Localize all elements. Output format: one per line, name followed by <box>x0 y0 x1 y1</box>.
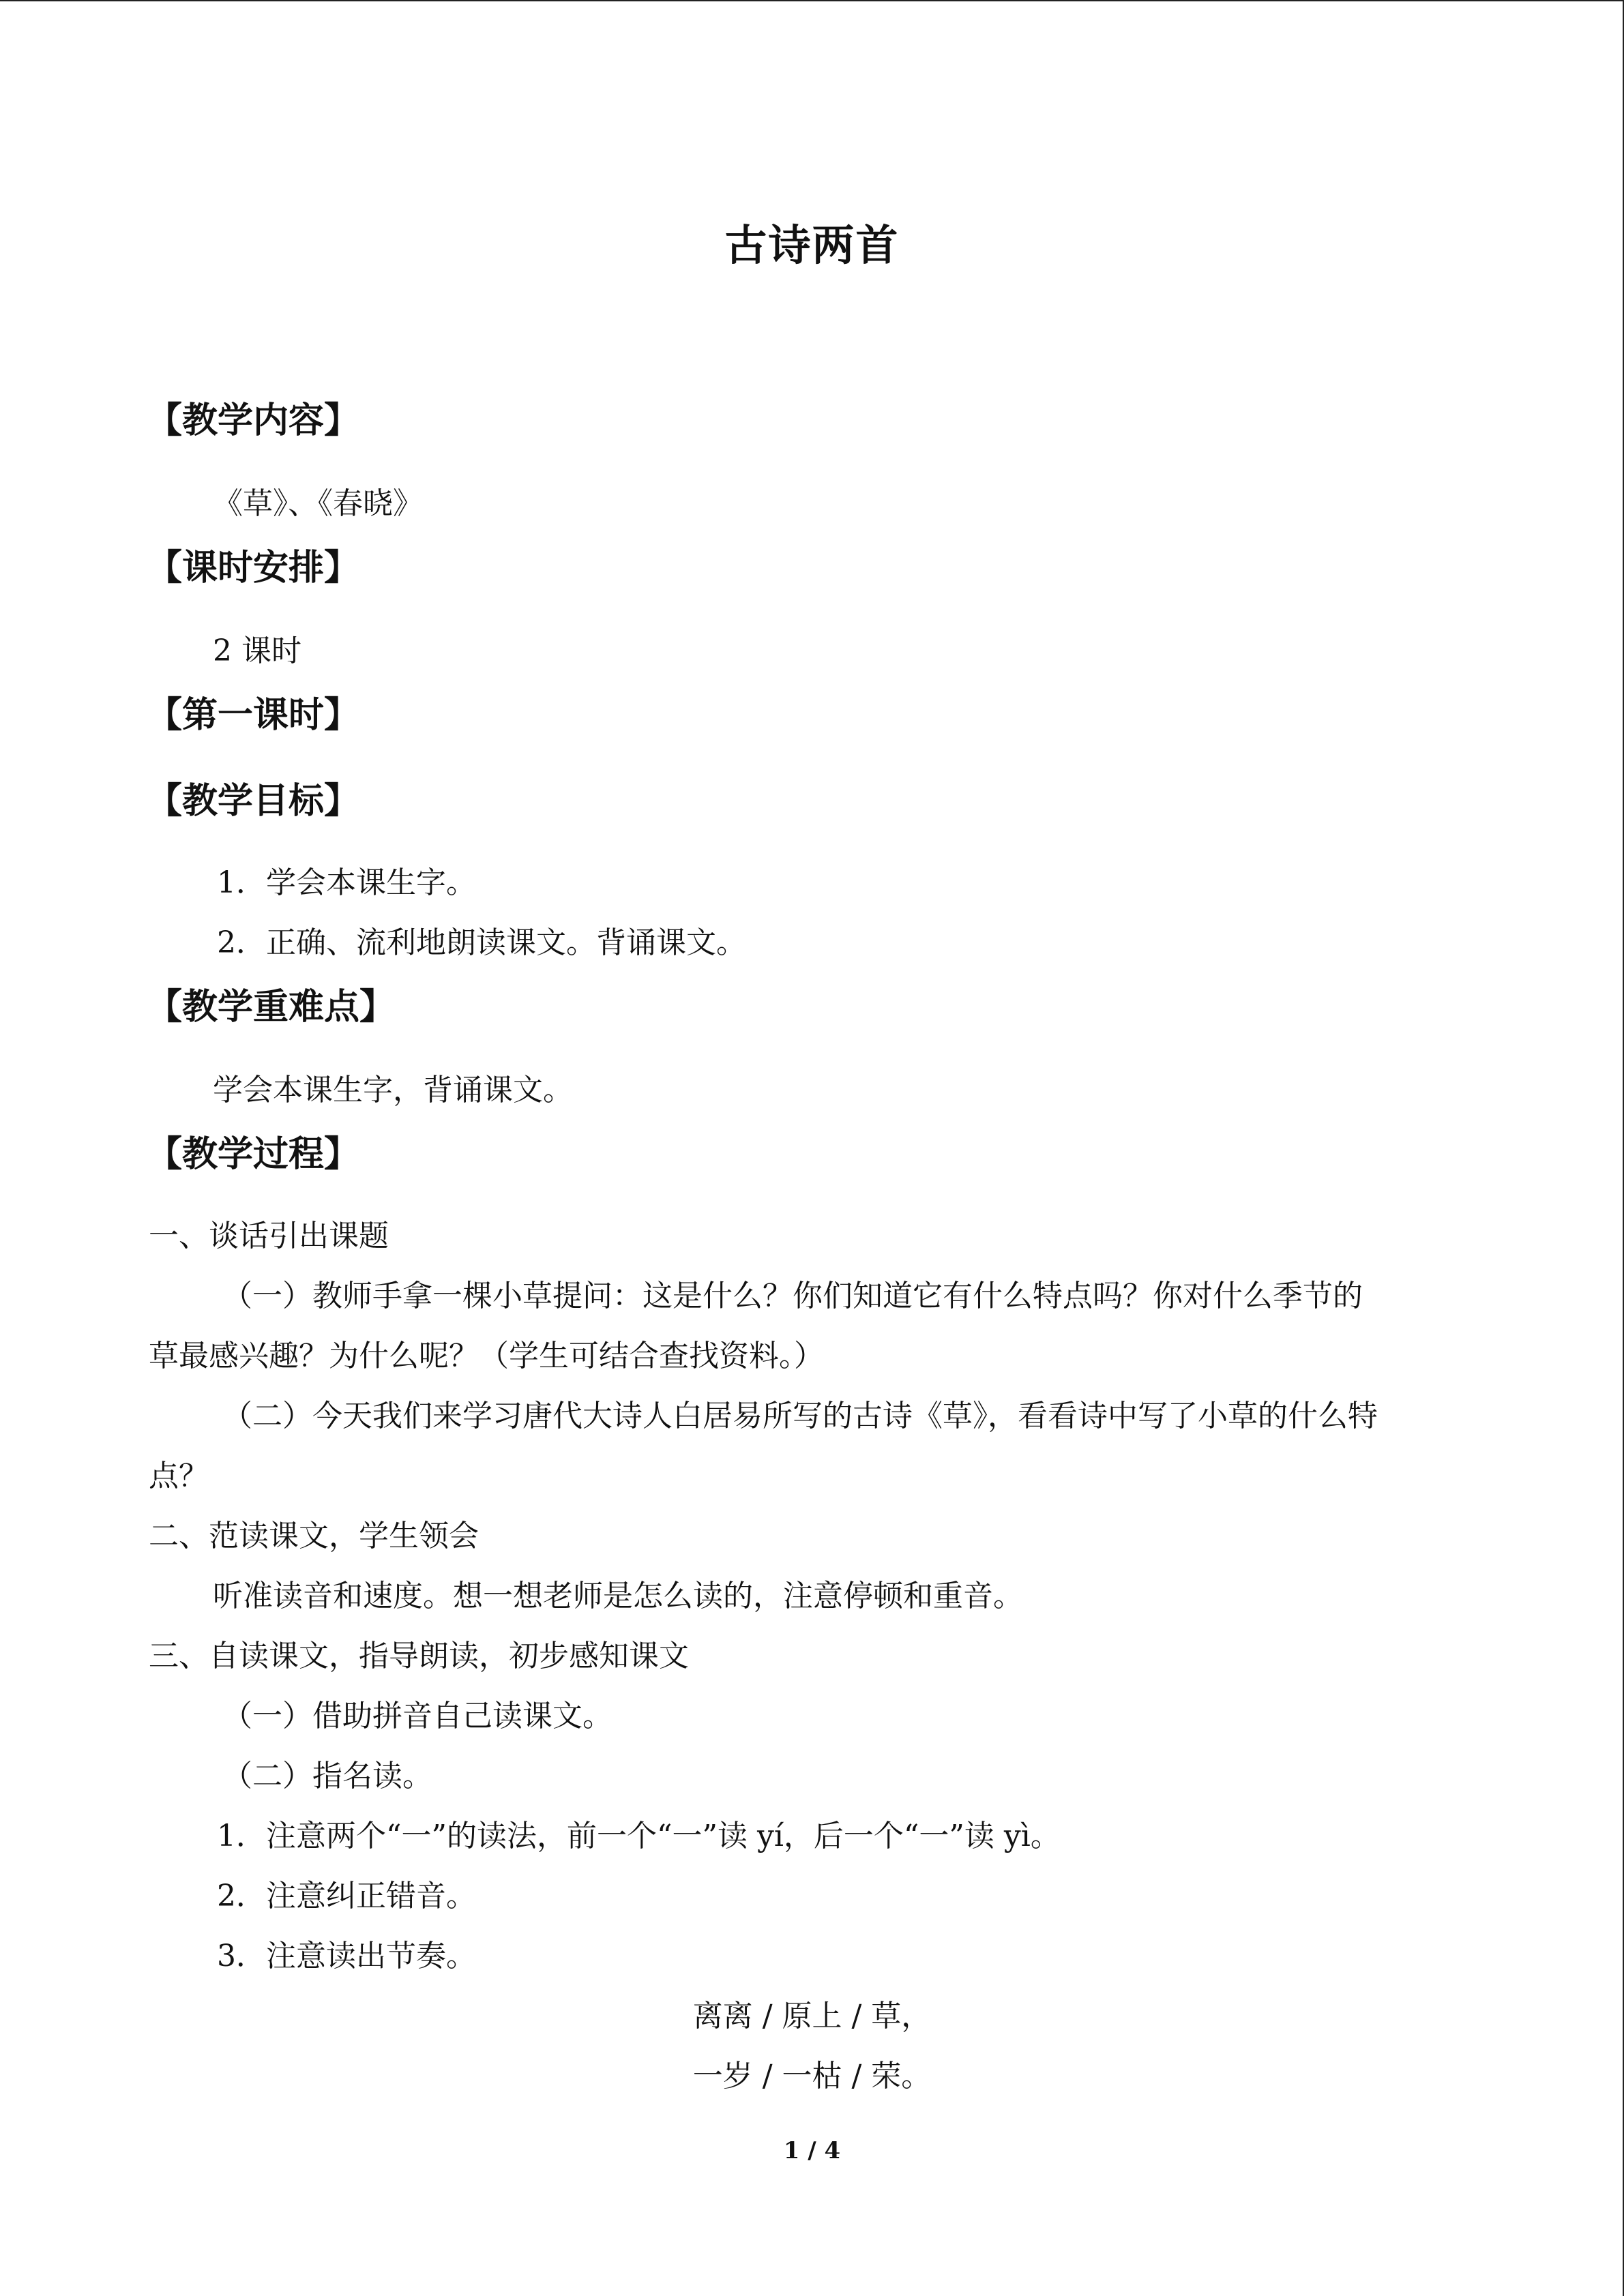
page-title: 古诗两首 <box>724 220 900 270</box>
process-step-3-a: （一）借助拼音自己读课文。 <box>222 1699 612 1733</box>
teaching-content-text: 《草》、《春晓》 <box>213 486 423 521</box>
process-step-2-text: 听准读音和速度。想一想老师是怎么读的，注意停顿和重音。 <box>213 1579 1023 1613</box>
process-step-3-title: 三、自读课文，指导朗读，初步感知课文 <box>149 1639 689 1673</box>
key-points-text: 学会本课生字，背诵课文。 <box>213 1073 573 1107</box>
heading-class-schedule: 【课时安排】 <box>147 547 360 588</box>
class-schedule-text: 2 课时 <box>213 633 301 668</box>
poem-line-2: 一岁 / 一枯 / 荣。 <box>692 2059 932 2093</box>
process-step-3-b-item-2: 2．注意纠正错音。 <box>217 1879 476 1913</box>
process-step-3-b: （二）指名读。 <box>222 1759 432 1793</box>
process-step-1-title: 一、谈话引出课题 <box>149 1219 389 1253</box>
process-step-3-b-item-1: 1．注意两个“一”的读法，前一个“一”读 yí，后一个“一”读 yì。 <box>217 1819 1061 1853</box>
process-step-1-b-line-2: 点？ <box>149 1459 209 1493</box>
poem-line-1: 离离 / 原上 / 草， <box>692 1999 932 2033</box>
process-step-2-title: 二、范读课文，学生领会 <box>149 1519 479 1553</box>
process-step-1-a-line-1: （一）教师手拿一棵小草提问：这是什么？你们知道它有什么特点吗？你对什么季节的 <box>222 1279 1363 1313</box>
process-step-3-b-item-3: 3．注意读出节奏。 <box>217 1939 476 1973</box>
heading-lesson-one: 【第一课时】 <box>147 694 360 736</box>
process-step-1-a-line-2: 草最感兴趣？为什么呢？（学生可结合查找资料。） <box>149 1339 824 1373</box>
heading-teaching-process: 【教学过程】 <box>147 1133 360 1175</box>
heading-teaching-goals: 【教学目标】 <box>147 780 360 822</box>
heading-teaching-content: 【教学内容】 <box>147 400 360 441</box>
page-number: 1 / 4 <box>783 2137 841 2164</box>
goal-item-2: 2．正确、流利地朗读课文。背诵课文。 <box>217 925 746 960</box>
heading-key-points: 【教学重难点】 <box>147 986 396 1028</box>
process-step-1-b-line-1: （二）今天我们来学习唐代大诗人白居易所写的古诗《草》，看看诗中写了小草的什么特 <box>222 1399 1378 1433</box>
goal-item-1: 1．学会本课生字。 <box>217 865 476 900</box>
